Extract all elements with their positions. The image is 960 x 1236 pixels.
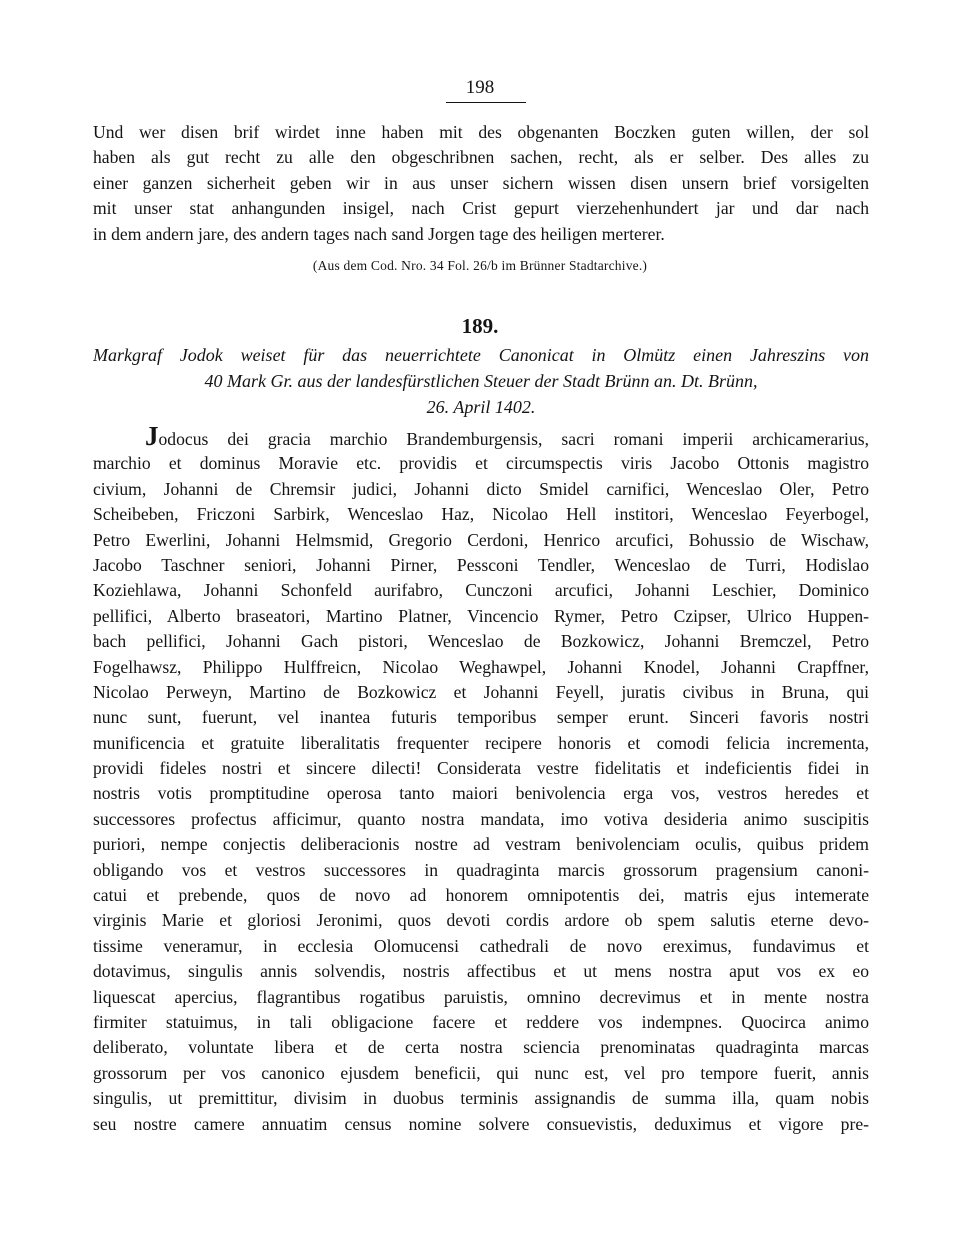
text-line: providi fideles nostri et sincere dilecti! Considerata vestre fidelitatis et indeficientis fidei in [93,758,869,779]
text-line: Nicolao Perweyn, Martino de Bozkowicz et Johanni Feyell, juratis civibus in Bruna, qui [93,681,869,702]
page-number: 198 [465,77,495,98]
intro-paragraph [93,120,869,247]
text-line: successores profectus afficimur, quanto nostra mandata, imo votiva desideria animo suscipitis [93,808,869,829]
text-line: puriori, nempe conjectis deliberacionis nostre ad vestram benivolenciam oculis, quibus pridem [93,834,869,855]
text-line: pellifici, Alberto braseatori, Martino Platner, Vincencio Rymer, Petro Czipser, Ulrico Huppen- [93,605,869,626]
text-line: nunc sunt, fuerunt, vel inantea futuris temporibus semper erunt. Sinceri favoris nostri [93,707,869,728]
regest-line: 40 Mark Gr. aus der landesfürstlichen Steuer der Stadt Brünn an. Dt. Brünn, [204,371,758,391]
text-line: nostris votis promptitudine operosa tanto maiori benivolencia erga vos, vestros heredes et [93,783,869,804]
initial-letter: J [145,426,159,451]
first-text-line [93,426,869,451]
text-line: Jacobo Taschner seniori, Johanni Pirner, Pessconi Tendler, Wenceslao de Turri, Hodislao [93,554,869,575]
text-line: grossorum per vos canonico ejusdem beneficii, qui nunc est, vel pro tempore fuerit, annis [93,1062,869,1083]
text-line: civium, Johanni de Chremsir judici, Johanni dicto Smidel carnifici, Wenceslao Oler, Petro [93,478,869,499]
text-line: firmiter statuimus, in tali obligacione facere et reddere vos indempnes. Quocirca animo [93,1011,869,1032]
text-line: einer ganzen sicherheit geben wir in aus unser sichern wissen disen unsern brief vorsigelten [93,172,869,193]
first-line-rest: odocus dei gracia marchio Brandemburgensis, sacri romani imperii archicamerarius, [158,429,869,449]
text-line: Fogelhawsz, Philippo Hulffreicn, Nicolao Weghawpel, Johanni Knodel, Johanni Crapffner, [93,656,869,677]
regest-line: 26. April 1402. [426,397,536,417]
text-line: obligando vos et vestros successores in quadraginta marcis grossorum pragensium canoni- [93,859,869,880]
text-line: deliberato, voluntate libera et de certa nostra sciencia prenominatas quadraginta marcas [93,1037,869,1058]
text-line: singulis, ut premittitur, divisim in duobus terminis assignandis de summa illa, quam nobis [93,1088,869,1109]
text-line: haben als gut recht zu alle den obgeschribnen sachen, recht, als er selber. Des alles zu [93,147,869,168]
text-line: catui et prebende, quos de novo ad honorem omnipotentis dei, matris ejus intemerate [93,885,869,906]
text-line: tissime veneramur, in ecclesia Olomucensi cathedrali de novo ereximus, fundavimus et [93,935,869,956]
text-line: liquescat apercius, flagrantibus rogatibus paruistis, omnino decrevimus et in mente nostra [93,986,869,1007]
text-line: marchio et dominus Moravie etc. providis et circumspectis viris Jacobo Ottonis magistro [93,453,869,474]
text-line: mit unser stat anhangunden insigel, nach Crist gepurt vierzehenhundert jar und dar nach [93,198,869,219]
text-line: Petro Ewerlini, Johanni Helmsmid, Gregorio Cerdoni, Henrico arcufici, Bohussio de Wischaw, [93,529,869,550]
text-line: virginis Marie et gloriosi Jeronimi, quos devoti cordis ardore ob spem salutis eterne devo- [93,910,869,931]
text-line: bach pellifici, Johanni Gach pistori, Wenceslao de Bozkowicz, Johanni Bremczel, Petro [93,631,869,652]
header-rule [446,102,526,103]
source-note: (Aus dem Cod. Nro. 34 Fol. 26/b im Brünner Stadtarchive.) [312,258,648,273]
text-line: dotavimus, singulis annis solvendis, nostris affectibus et ut mens nostra aput vos ex eo [93,961,869,982]
text-line: Und wer disen brif wirdet inne haben mit des obgenanten Boczken guten willen, der sol [93,122,869,142]
text-line: Scheibeben, Friczoni Sarbirk, Wenceslao Haz, Nicolao Hell institori, Wenceslao Feyerbogel, [93,504,869,525]
document-text [93,426,869,1137]
text-line: Koziehlawa, Johanni Schonfeld aurifabro, Cunczoni arcufici, Johanni Leschier, Dominico [93,580,869,601]
text-line: seu nostre camere annuatim census nomine solvere consuevistis, deduximus et vigore pre- [93,1113,869,1134]
document-number: 189. [461,314,499,338]
document-regest [93,342,869,420]
text-line: in dem andern jare, des andern tages nach sand Jorgen tage des heiligen merterer. [93,223,665,244]
text-line: munificencia et gratuite liberalitatis frequenter recipere honoris et comodi felicia incrementa, [93,732,869,753]
regest-line: Markgraf Jodok weiset für das neuerrichtete Canonicat in Olmütz einen Jahreszins von [93,345,869,365]
